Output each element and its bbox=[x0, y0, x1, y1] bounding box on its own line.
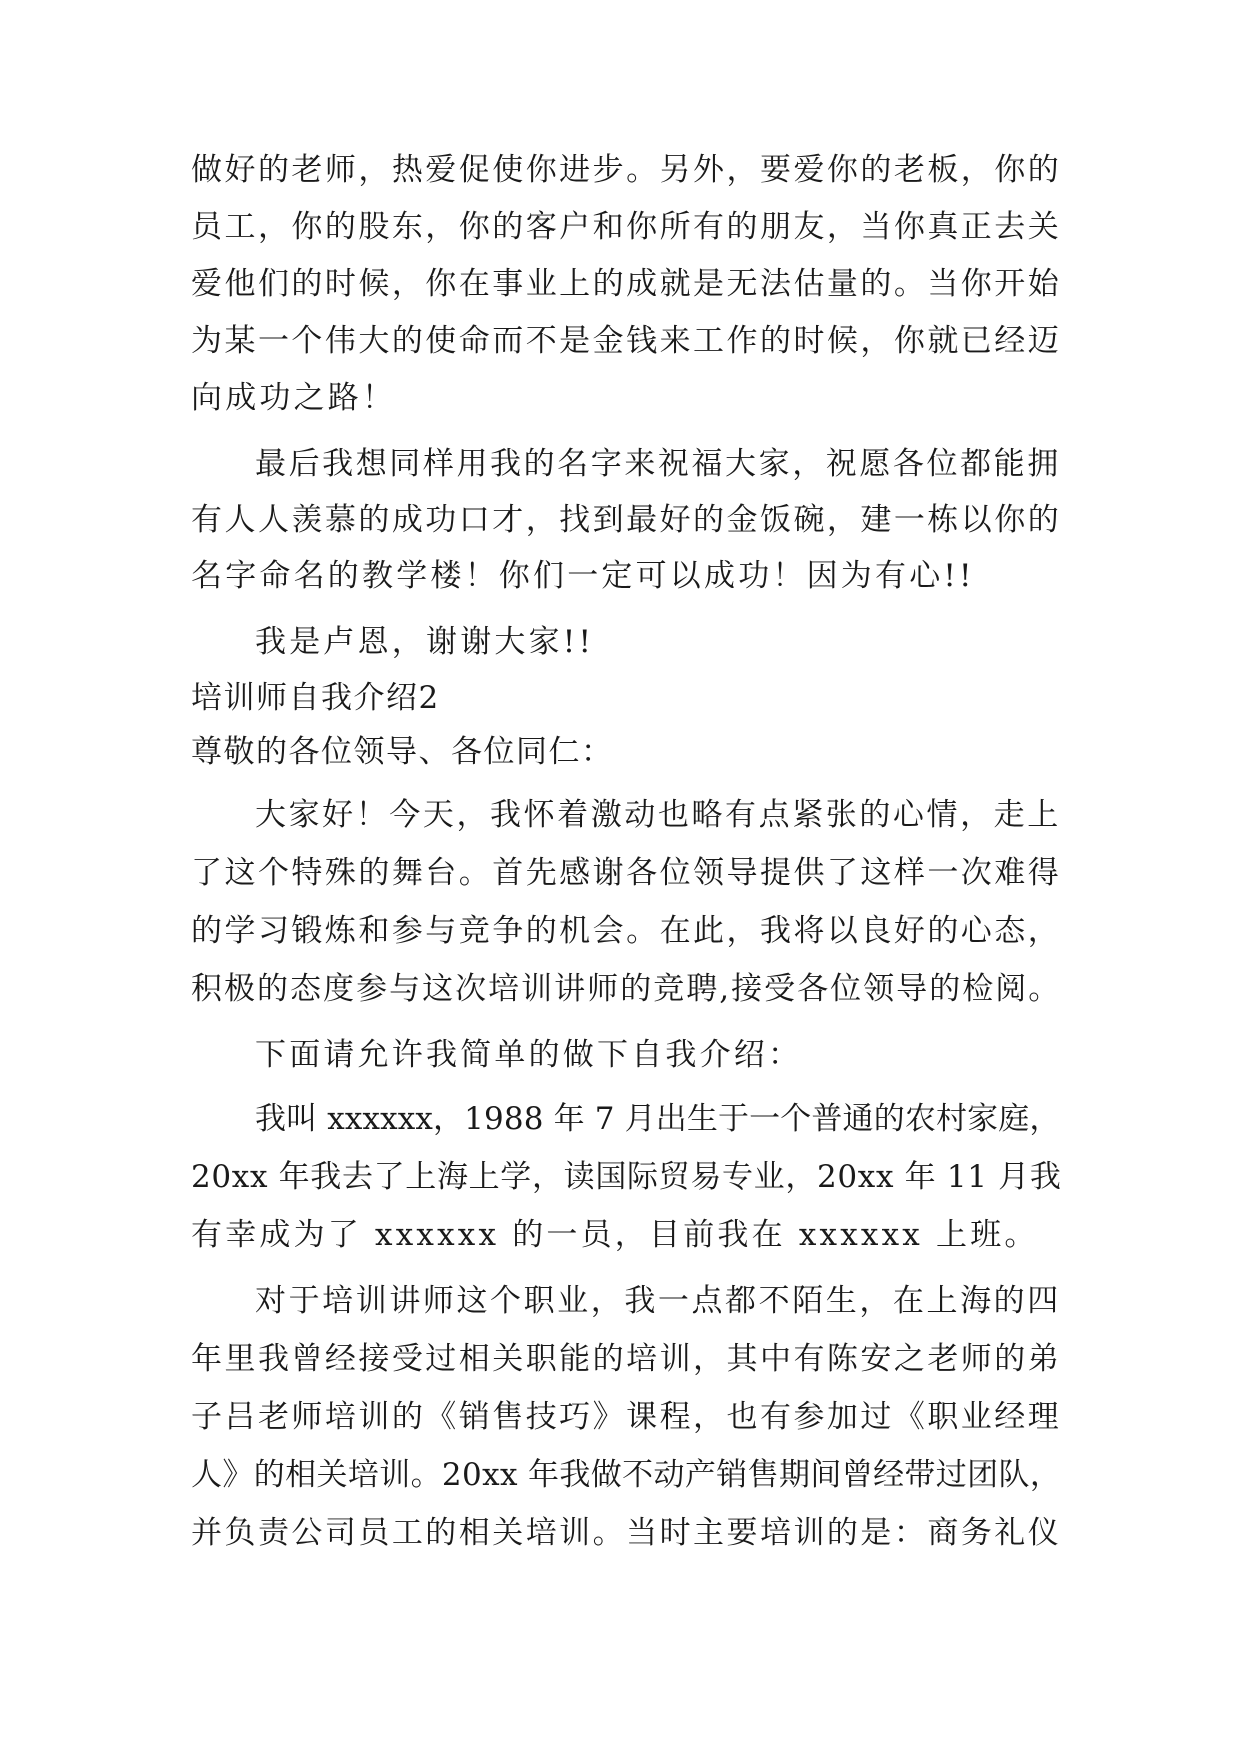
text-line: 人》的相关培训。20xx 年我做不动产销售期间曾经带过团队， bbox=[191, 1457, 1062, 1493]
paragraph-first-line: 大家好！今天，我怀着激动也略有点紧张的心情，走上 bbox=[255, 797, 1061, 833]
text-line: 子吕老师培训的《销售技巧》课程，也有参加过《职业经理 bbox=[191, 1399, 1062, 1435]
paragraph-first-line: 最后我想同样用我的名字来祝福大家，祝愿各位都能拥 bbox=[255, 446, 1061, 482]
text-line: 做好的老师，热爱促使你进步。另外，要爱你的老板，你的 bbox=[191, 152, 1062, 188]
text-line: 20xx 年我去了上海上学，读国际贸易专业，20xx 年 11 月我 bbox=[191, 1159, 1062, 1195]
section-title: 培训师自我介绍2 bbox=[191, 680, 440, 716]
text-line: 员工，你的股东，你的客户和你所有的朋友，当你真正去关 bbox=[191, 209, 1062, 245]
text-line: 有人人羡慕的成功口才，找到最好的金饭碗，建一栋以你的 bbox=[191, 502, 1062, 538]
text-line: 的学习锻炼和参与竞争的机会。在此，我将以良好的心态， bbox=[191, 913, 1062, 949]
paragraph-first-line: 我是卢恩，谢谢大家!! bbox=[255, 624, 595, 660]
text-line: 有幸成为了 xxxxxx 的一员，目前我在 xxxxxx 上班。 bbox=[191, 1217, 1039, 1253]
text-line: 并负责公司员工的相关培训。当时主要培训的是：商务礼仪 bbox=[191, 1515, 1062, 1551]
text-line: 名字命名的教学楼！你们一定可以成功！因为有心!! bbox=[191, 558, 975, 594]
text-line: 了这个特殊的舞台。首先感谢各位领导提供了这样一次难得 bbox=[191, 855, 1062, 891]
text-line: 为某一个伟大的使命而不是金钱来工作的时候，你就已经迈 bbox=[191, 323, 1062, 359]
salutation: 尊敬的各位领导、各位同仁： bbox=[191, 734, 614, 770]
paragraph-first-line: 下面请允许我简单的做下自我介绍： bbox=[255, 1037, 803, 1073]
text-line: 向成功之路！ bbox=[191, 380, 397, 416]
paragraph-first-line: 对于培训讲师这个职业，我一点都不陌生，在上海的四 bbox=[255, 1283, 1061, 1319]
text-line: 积极的态度参与这次培训讲师的竞聘,接受各位领导的检阅。 bbox=[191, 971, 1062, 1007]
text-line: 年里我曾经接受过相关职能的培训，其中有陈安之老师的弟 bbox=[191, 1341, 1062, 1377]
text-line: 爱他们的时候，你在事业上的成就是无法估量的。当你开始 bbox=[191, 266, 1062, 302]
paragraph-first-line: 我叫 xxxxxx，1988 年 7 月出生于一个普通的农村家庭， bbox=[255, 1101, 1061, 1137]
